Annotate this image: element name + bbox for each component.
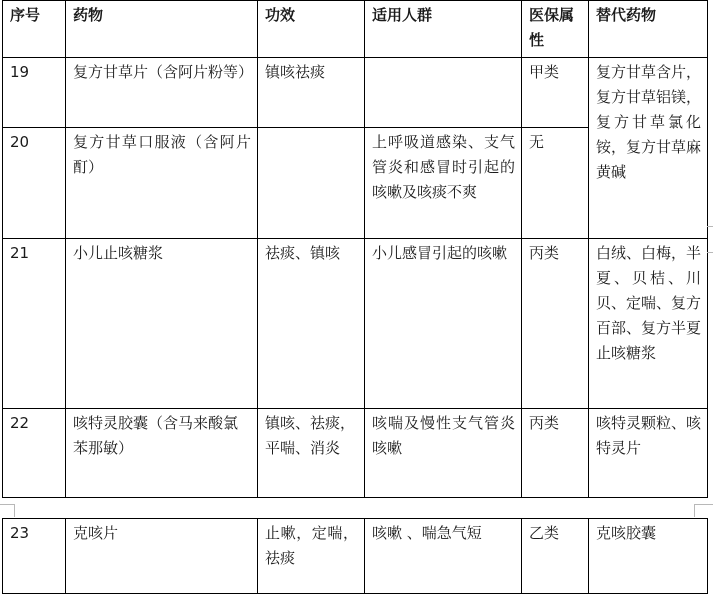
cell-alternative: 白绒、白梅，半夏、贝桔、川贝、定喘、复方百部、复方半夏止咳糖浆: [589, 239, 708, 409]
header-no: 序号: [3, 1, 66, 58]
cell-effect: 止嗽，定喘，祛痰: [258, 519, 365, 594]
cell-effect: 祛痰、镇咳: [258, 239, 365, 409]
table-header-row: [3, 1, 708, 58]
cell-population: 咳喘及慢性支气管炎咳嗽: [365, 409, 522, 498]
header-population: 适用人群: [365, 1, 522, 58]
cell-no: 23: [3, 519, 66, 594]
page-edge-mark: [0, 504, 14, 505]
cell-drug: 复方甘草片（含阿片粉等）: [66, 58, 258, 128]
header-insurance: 医保属性: [522, 1, 589, 58]
drug-table-part2: [2, 518, 708, 594]
table-row: [3, 409, 708, 498]
cell-population: 咳嗽 、喘急气短: [365, 519, 522, 594]
cell-alternative: 咳特灵颗粒、咳特灵片: [589, 409, 708, 498]
header-effect: 功效: [258, 1, 365, 58]
page-edge-mark: [707, 226, 713, 227]
drug-table-part1: [2, 0, 708, 498]
cell-drug: 小儿止咳糖浆: [66, 239, 258, 409]
cell-no: 20: [3, 128, 66, 239]
cell-no: 21: [3, 239, 66, 409]
cell-alternative: 复方甘草含片，复方甘草铝镁，复方甘草氯化铵，复方甘草麻黄碱: [589, 58, 708, 239]
cell-effect: 镇咳、祛痰，平喘、消炎: [258, 409, 365, 498]
header-drug: 药物: [66, 1, 258, 58]
page-edge-mark: [14, 504, 15, 517]
page-edge-mark: [694, 504, 695, 517]
cell-drug: 复方甘草口服液（含阿片酊）: [66, 128, 258, 239]
cell-insurance: 乙类: [522, 519, 589, 594]
cell-drug: 克咳片: [66, 519, 258, 594]
header-alternative: 替代药物: [589, 1, 708, 58]
cell-insurance: 丙类: [522, 239, 589, 409]
cell-no: 19: [3, 58, 66, 128]
table-row: [3, 58, 708, 128]
cell-insurance: 无: [522, 128, 589, 239]
cell-population: 小儿感冒引起的咳嗽: [365, 239, 522, 409]
page-edge-mark: [694, 504, 713, 505]
cell-insurance: 丙类: [522, 409, 589, 498]
page-edge-mark: [707, 252, 713, 253]
cell-population: [365, 58, 522, 128]
cell-effect: [258, 128, 365, 239]
page-break: [0, 497, 713, 517]
cell-insurance: 甲类: [522, 58, 589, 128]
cell-alternative: 克咳胶囊: [589, 519, 708, 594]
table-row: [3, 239, 708, 409]
cell-no: 22: [3, 409, 66, 498]
table-row: [3, 519, 708, 594]
cell-drug: 咳特灵胶囊（含马来酸氯苯那敏）: [66, 409, 258, 498]
cell-effect: 镇咳祛痰: [258, 58, 365, 128]
cell-population: 上呼吸道感染、支气管炎和感冒时引起的咳嗽及咳痰不爽: [365, 128, 522, 239]
